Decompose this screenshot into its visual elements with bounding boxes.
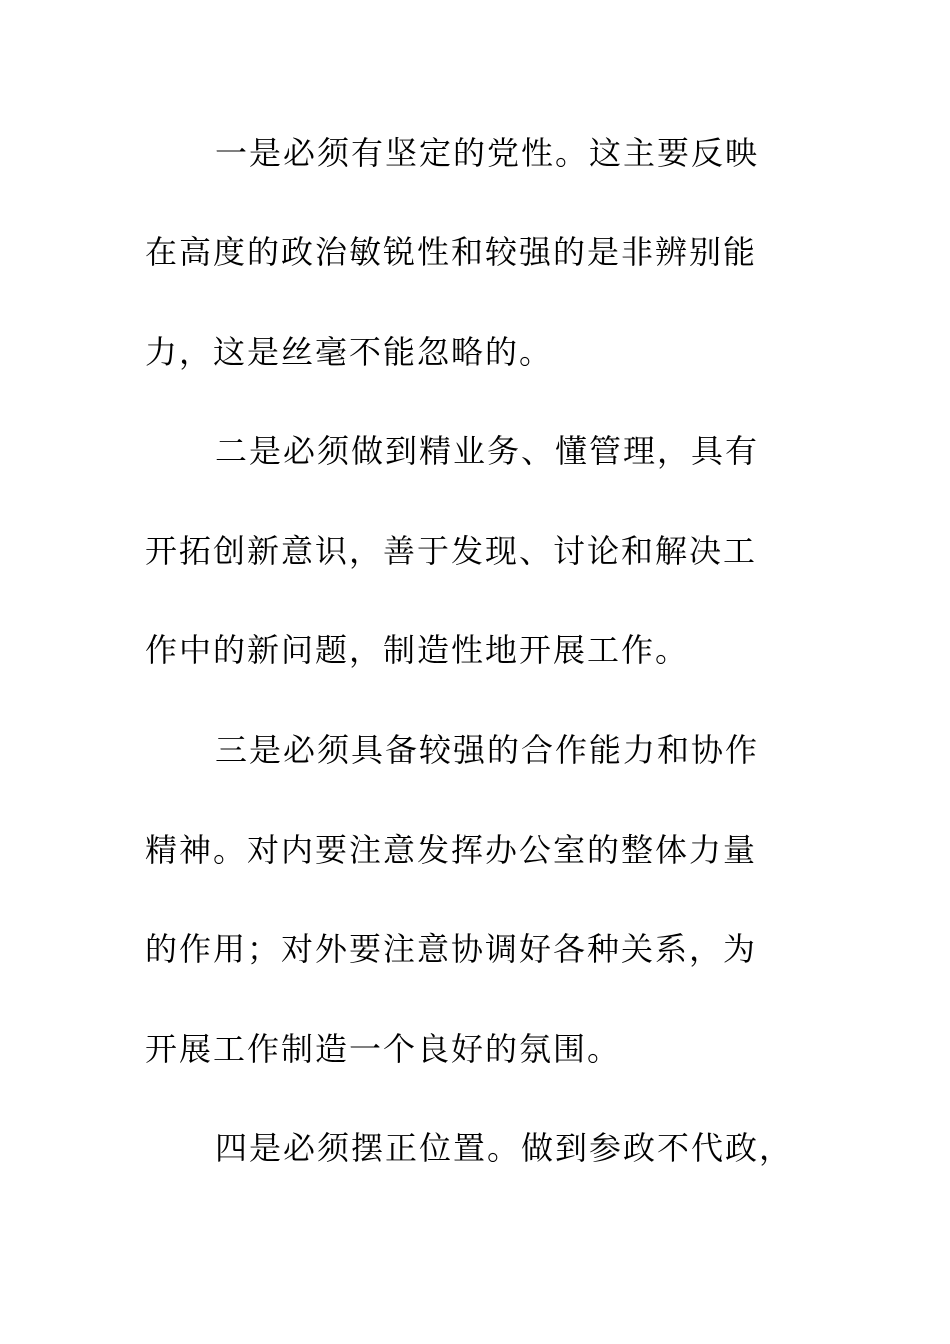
paragraph-2-line-1: 二是必须做到精业务、懂管理，具有 <box>215 432 760 470</box>
paragraph-3-line-3: 的作用；对外要注意协调好各种关系，为 <box>145 930 758 968</box>
paragraph-2-line-2: 开拓创新意识，善于发现、讨论和解决工 <box>145 532 758 570</box>
paragraph-3-line-1: 三是必须具备较强的合作能力和协作 <box>215 731 760 769</box>
paragraph-1-line-2: 在高度的政治敏锐性和较强的是非辨别能 <box>145 233 758 271</box>
paragraph-4-line-1: 四是必须摆正位置。做到参政不代政， <box>215 1129 794 1167</box>
paragraph-3-line-2: 精神。对内要注意发挥办公室的整体力量 <box>145 831 758 869</box>
paragraph-3-line-4: 开展工作制造一个良好的氛围。 <box>145 1030 622 1068</box>
paragraph-2-line-3: 作中的新问题，制造性地开展工作。 <box>145 631 690 669</box>
paragraph-1-line-3: 力，这是丝毫不能忽略的。 <box>145 333 554 371</box>
paragraph-1-line-1: 一是必须有坚定的党性。这主要反映 <box>215 134 760 172</box>
